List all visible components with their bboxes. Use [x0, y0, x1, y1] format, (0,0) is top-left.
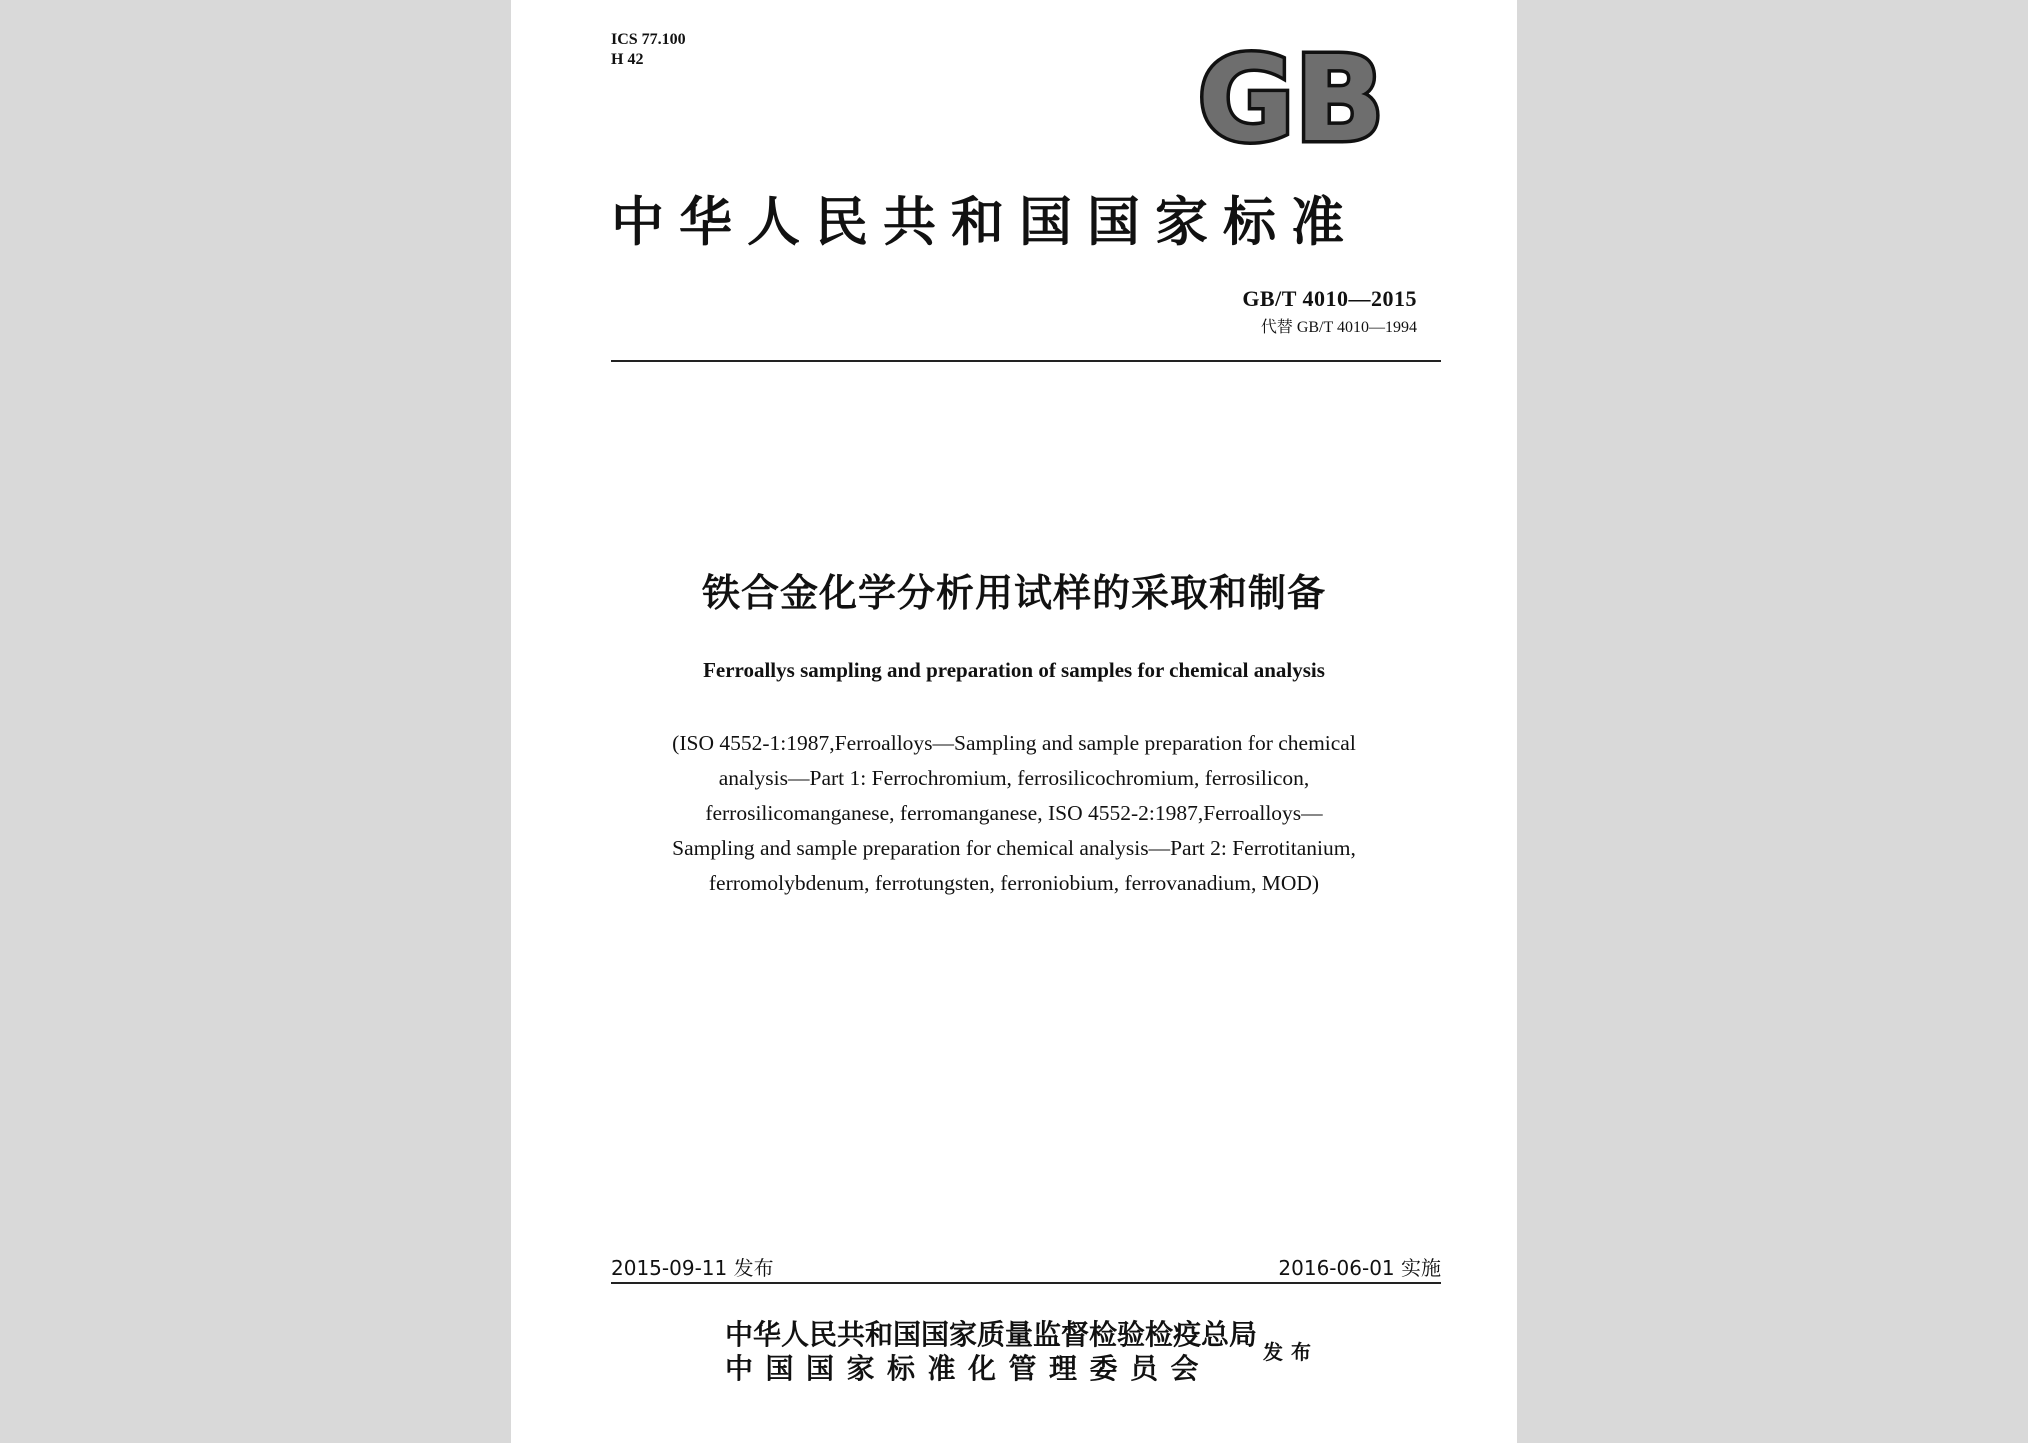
- gb-logo-text: GB: [1197, 44, 1385, 156]
- standard-number-block: [1242, 286, 1417, 337]
- ics-code: ICS 77.100: [611, 31, 686, 48]
- issuing-authorities: [725, 1318, 1257, 1386]
- header-divider: [611, 360, 1441, 362]
- chinese-title: 铁合金化学分析用试样的采取和制备: [701, 571, 1326, 615]
- category-code: H 42: [611, 51, 644, 68]
- issuer-sac: 中国国家标准化管理委员会: [725, 1352, 1212, 1385]
- iso-note-line: Sampling and sample preparation for chemical analysis—Part 2: Ferrotitanium,: [672, 836, 1356, 860]
- replaced-standard: 代替 GB/T 4010—1994: [1260, 319, 1417, 336]
- iso-note-line: analysis—Part 1: Ferrochromium, ferrosilicochromium, ferrosilicon,: [718, 766, 1310, 790]
- footer-divider: [611, 1282, 1441, 1284]
- iso-equivalence-note: [621, 726, 1407, 901]
- issuer-aqsiq: 中华人民共和国国家质量监督检验检疫总局: [725, 1318, 1258, 1351]
- effective-date: 2016-06-01 实施: [1278, 1256, 1441, 1280]
- issue-date: 2015-09-11 发布: [611, 1256, 774, 1280]
- national-standard-heading: 中华人民共和国国家标准: [611, 191, 1359, 253]
- gb-logo: [1185, 44, 1397, 156]
- iso-note-line: ferromolybdenum, ferrotungsten, ferroniobium, ferrovanadium, MOD): [708, 871, 1320, 895]
- iso-note-line: (ISO 4552-1:1987,Ferroalloys—Sampling and sample preparation for chemical: [672, 731, 1356, 755]
- ics-classification: [611, 30, 686, 70]
- standard-code: GB/T 4010—2015: [1242, 286, 1417, 311]
- iso-note-line: ferrosilicomanganese, ferromanganese, ISO 4552-2:1987,Ferroalloys—: [705, 801, 1323, 825]
- english-title: Ferroallys sampling and preparation of samples for chemical analysis: [703, 658, 1325, 682]
- issue-verb: 发布: [1263, 1340, 1319, 1364]
- document-page: [511, 0, 1517, 1443]
